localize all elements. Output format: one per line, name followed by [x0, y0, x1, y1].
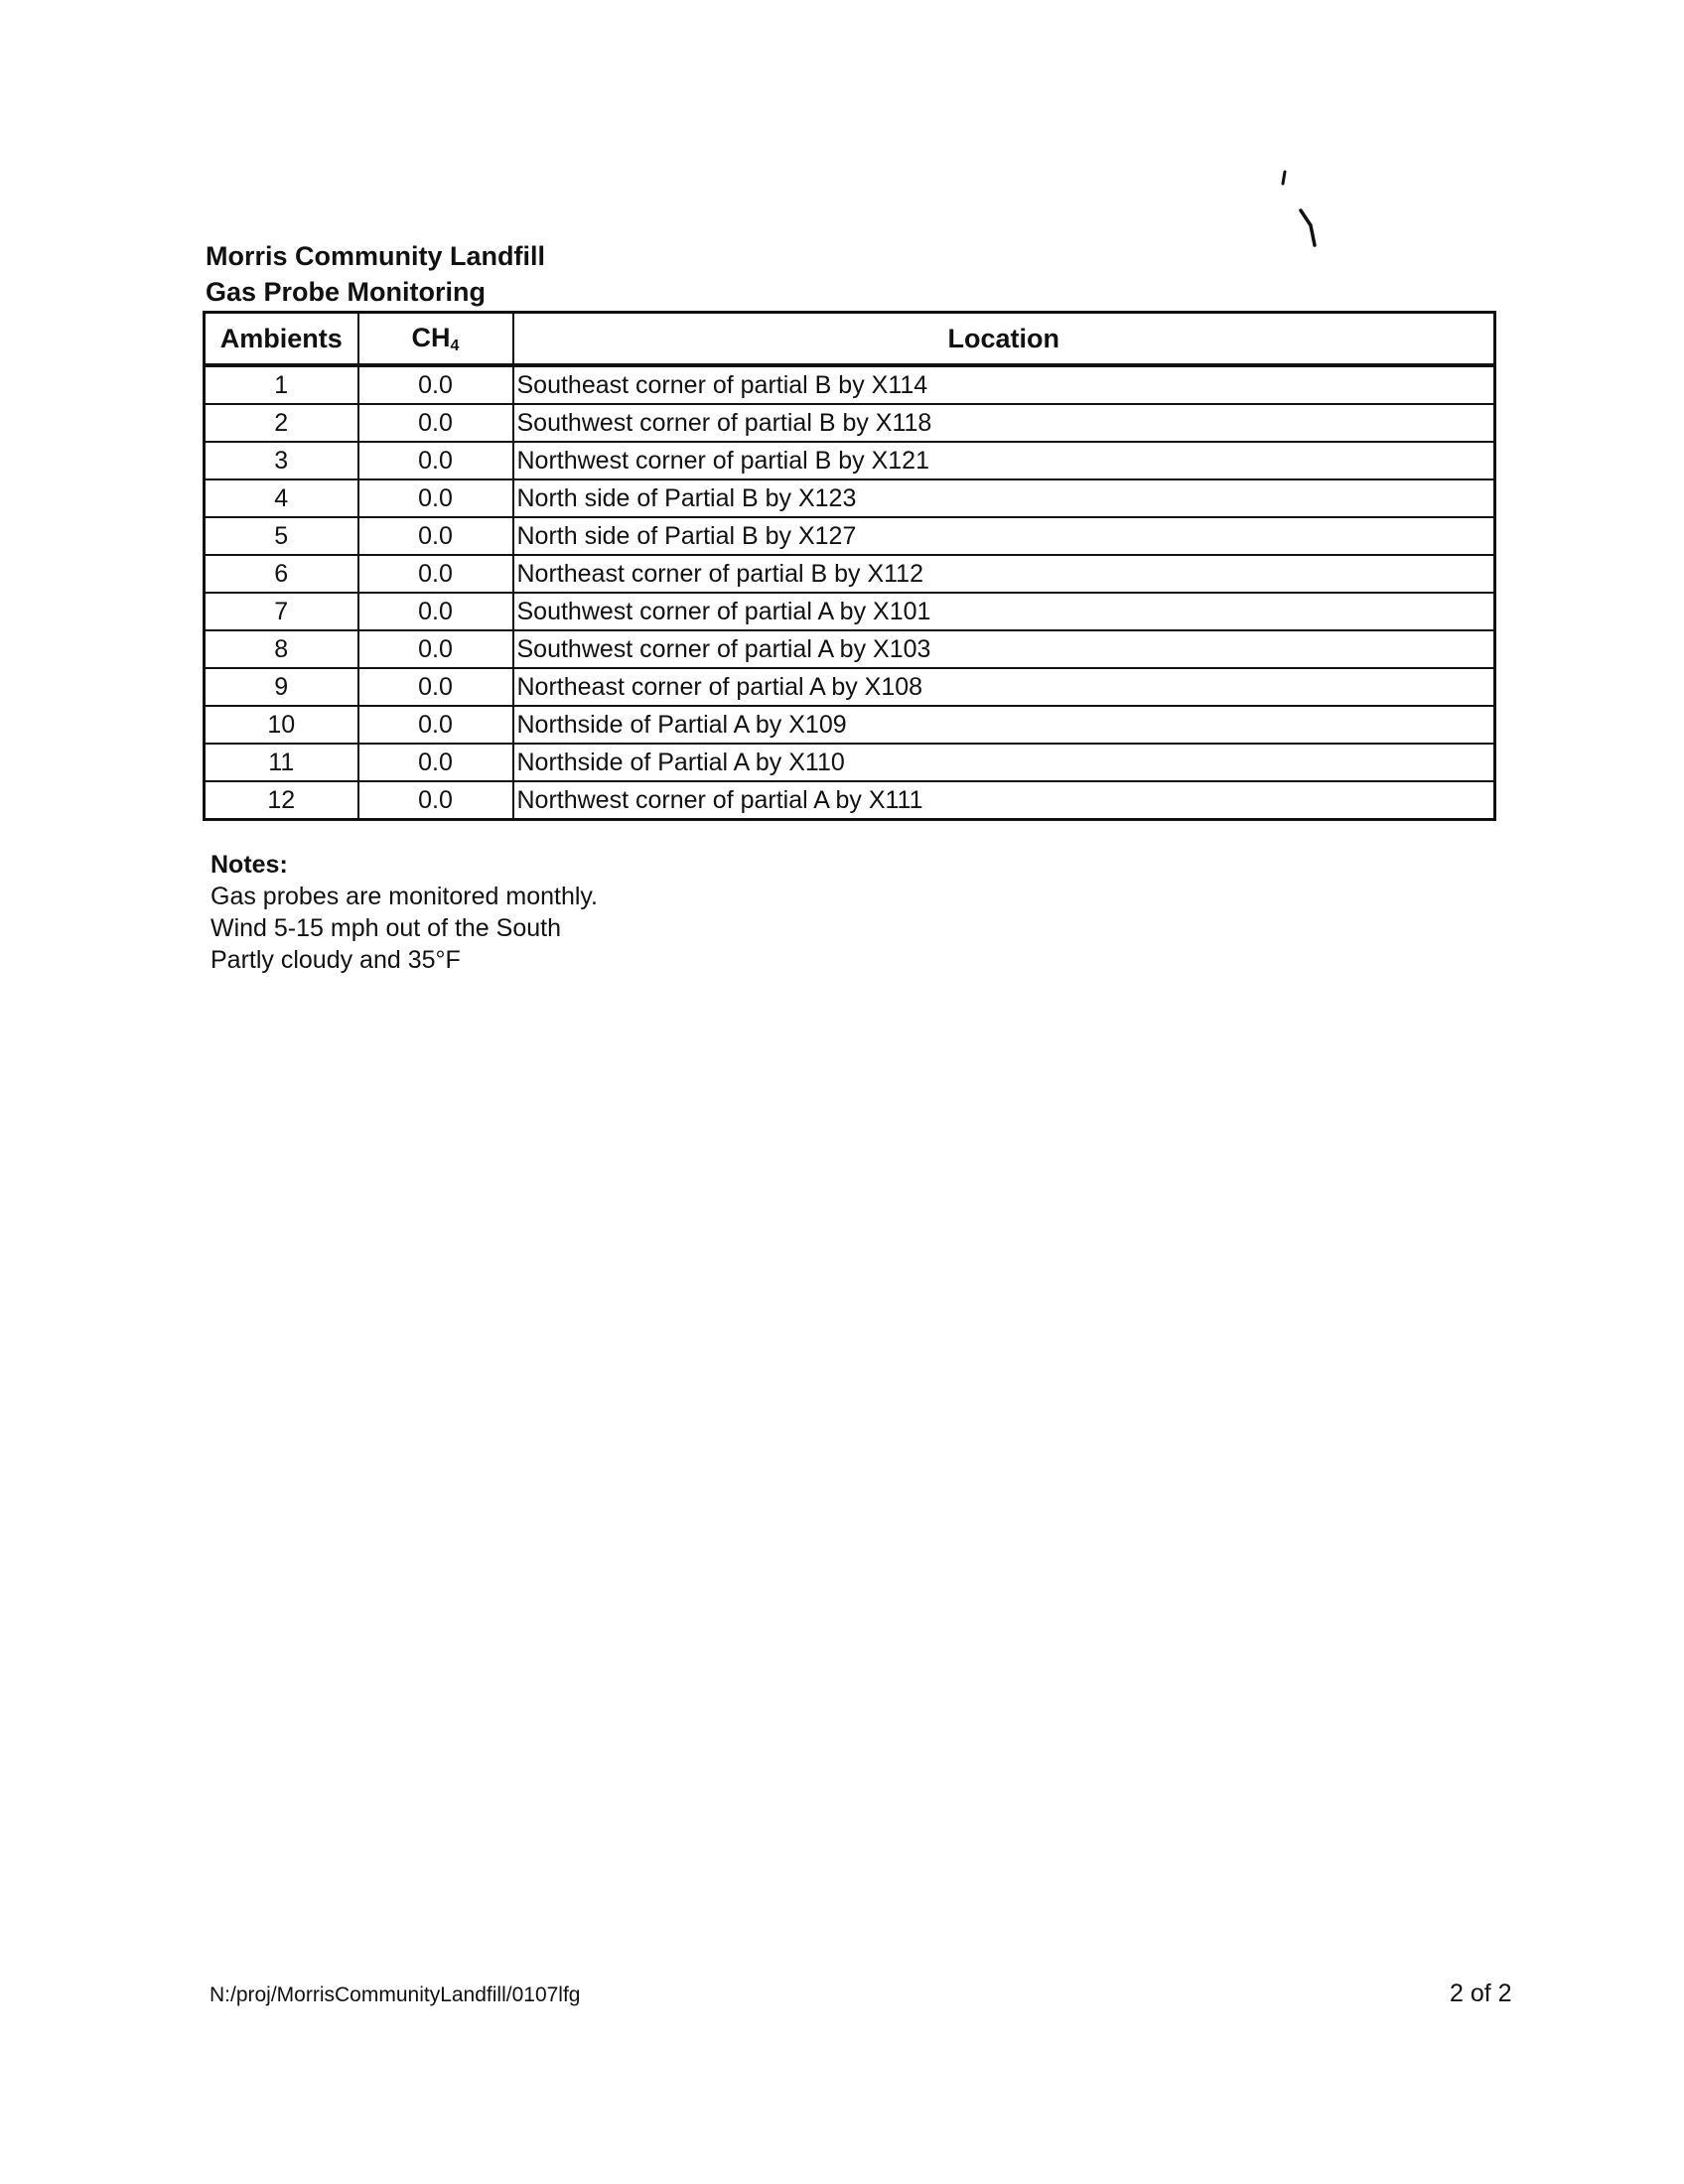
ch4-cell: 0.0 [358, 744, 513, 781]
table-row [205, 668, 1495, 706]
note-line: Gas probes are monitored monthly. [210, 883, 599, 910]
header-ch4-base: CH [411, 322, 451, 352]
table-header-row [205, 313, 1495, 366]
ch4-cell: 0.0 [358, 479, 513, 517]
location-cell: Southwest corner of partial B by X118 [513, 404, 1495, 442]
ambient-cell: 7 [205, 593, 358, 630]
location-cell: Northwest corner of partial A by X111 [513, 781, 1495, 820]
ch4-cell: 0.0 [358, 365, 513, 404]
ambient-cell: 2 [205, 404, 358, 442]
location-cell: Northside of Partial A by X110 [513, 744, 1495, 781]
location-cell: Southwest corner of partial A by X103 [513, 630, 1495, 668]
ch4-cell: 0.0 [358, 630, 513, 668]
location-cell: Southeast corner of partial B by X114 [513, 365, 1495, 404]
location-cell: Southwest corner of partial A by X101 [513, 593, 1495, 630]
header-location: Location [513, 313, 1495, 366]
table-row [205, 517, 1495, 555]
table-row [205, 442, 1495, 479]
notes-section [210, 849, 598, 976]
ch4-cell: 0.0 [358, 404, 513, 442]
gas-probe-table [203, 311, 1496, 821]
page-number: 2 of 2 [1450, 1979, 1512, 2007]
table-row [205, 365, 1495, 404]
ambient-cell: 3 [205, 442, 358, 479]
ambient-cell: 6 [205, 555, 358, 593]
location-cell: Northeast corner of partial A by X108 [513, 668, 1495, 706]
ambient-cell: 11 [205, 744, 358, 781]
note-line: Wind 5-15 mph out of the South [210, 914, 561, 942]
table-row [205, 593, 1495, 630]
location-cell: Northside of Partial A by X109 [513, 706, 1495, 744]
header-ambients: Ambients [205, 313, 358, 366]
ambient-cell: 4 [205, 479, 358, 517]
location-cell: North side of Partial B by X123 [513, 479, 1495, 517]
table-row [205, 744, 1495, 781]
table-row [205, 706, 1495, 744]
table-row [205, 479, 1495, 517]
ambient-cell: 12 [205, 781, 358, 820]
ambient-cell: 8 [205, 630, 358, 668]
ch4-cell: 0.0 [358, 442, 513, 479]
table-row [205, 555, 1495, 593]
ch4-cell: 0.0 [358, 555, 513, 593]
ch4-cell: 0.0 [358, 781, 513, 820]
note-line: Partly cloudy and 35°F [210, 946, 461, 974]
notes-heading: Notes: [210, 851, 288, 879]
location-cell: Northwest corner of partial B by X121 [513, 442, 1495, 479]
table-row [205, 630, 1495, 668]
ambient-cell: 5 [205, 517, 358, 555]
table-row [205, 781, 1495, 820]
ch4-cell: 0.0 [358, 517, 513, 555]
pen-mark [1271, 164, 1331, 258]
table-row [205, 404, 1495, 442]
location-cell: North side of Partial B by X127 [513, 517, 1495, 555]
ch4-cell: 0.0 [358, 668, 513, 706]
header-ch4 [358, 313, 513, 366]
page-subtitle: Gas Probe Monitoring [206, 277, 487, 307]
ambient-cell: 9 [205, 668, 358, 706]
footer-file-path: N:/proj/MorrisCommunityLandfill/0107lfg [210, 1983, 581, 2006]
ch4-cell: 0.0 [358, 593, 513, 630]
ambient-cell: 1 [205, 365, 358, 404]
location-cell: Northeast corner of partial B by X112 [513, 555, 1495, 593]
page-title: Morris Community Landfill [206, 241, 546, 271]
ambient-cell: 10 [205, 706, 358, 744]
header-ch4-subscript: 4 [450, 337, 460, 354]
ch4-cell: 0.0 [358, 706, 513, 744]
